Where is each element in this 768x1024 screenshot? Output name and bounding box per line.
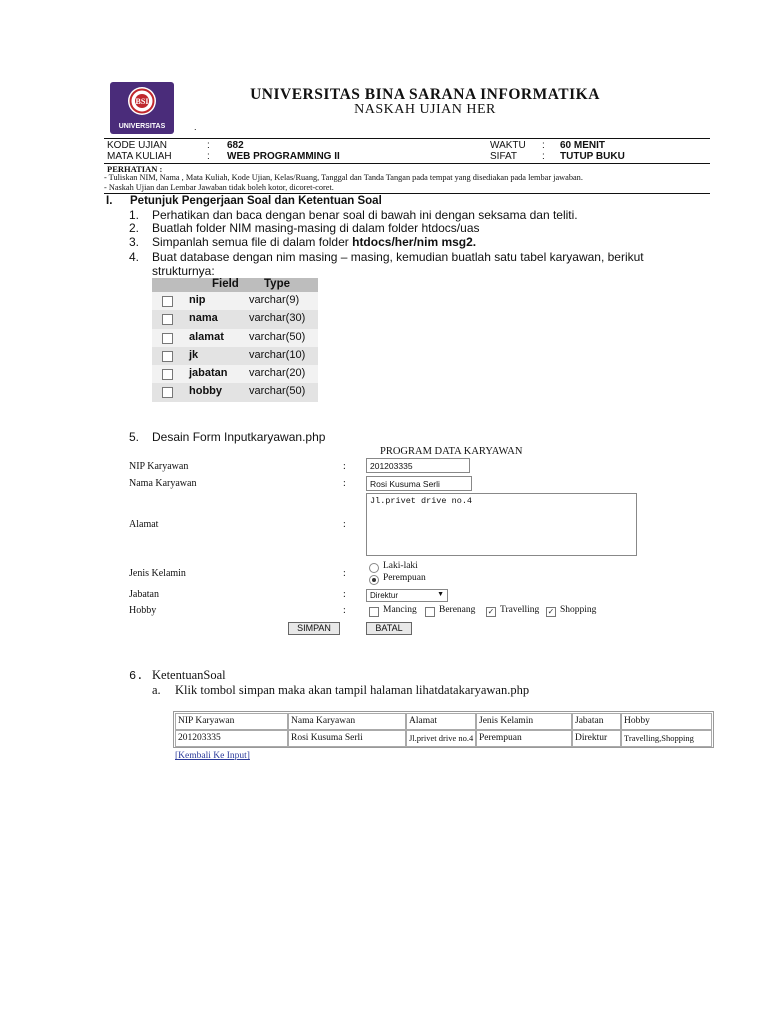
divider-bottom	[104, 193, 710, 194]
result-cell-hobby: Travelling,Shopping	[621, 730, 712, 747]
notes-title: PERHATIAN :	[107, 164, 163, 174]
row-checkbox[interactable]	[162, 296, 173, 307]
exam-title: NASKAH UJIAN HER	[354, 102, 496, 117]
db-table-header	[152, 278, 318, 292]
waktu-label: WAKTU	[490, 140, 526, 151]
result-header-alamat: Alamat	[406, 713, 476, 730]
item-6-text: KetentuanSoal	[152, 668, 226, 682]
db-field: nama	[189, 312, 218, 325]
checkbox-berenang[interactable]	[425, 607, 435, 617]
db-field: jabatan	[189, 367, 228, 380]
instruction-2-num: 2.	[129, 221, 140, 235]
kode-ujian-value: 682	[227, 140, 244, 151]
result-table	[173, 711, 714, 748]
kode-ujian-label: KODE UJIAN	[107, 140, 168, 151]
section-number: I.	[106, 195, 113, 207]
db-header-field: Field	[212, 278, 239, 290]
alamat-label: Alamat	[129, 519, 159, 530]
db-type: varchar(10)	[249, 348, 306, 361]
db-field: alamat	[189, 330, 224, 343]
checkbox-shopping-label: Shopping	[560, 605, 597, 615]
simpan-button[interactable]: SIMPAN	[288, 622, 340, 635]
notes-line-2: - Naskah Ujian dan Lembar Jawaban tidak boleh kotor, dicoret-coret.	[104, 183, 334, 192]
radio-perempuan[interactable]	[369, 575, 379, 585]
mata-kuliah-label: MATA KULIAH	[107, 151, 172, 162]
sifat-label: SIFAT	[490, 151, 518, 162]
row-checkbox[interactable]	[162, 387, 173, 398]
radio-laki-laki[interactable]	[369, 563, 379, 573]
sifat-value: TUTUP BUKU	[560, 151, 625, 162]
university-logo	[110, 82, 174, 134]
db-header-type: Type	[264, 278, 290, 290]
svg-text:UNIVERSITAS: UNIVERSITAS	[118, 123, 166, 130]
hobby-label: Hobby	[129, 605, 157, 616]
checkbox-shopping[interactable]: ✓	[547, 607, 555, 616]
item-5-num: 5.	[129, 430, 140, 444]
back-to-input-link[interactable]: [Kembali Ke Input]	[175, 751, 250, 761]
nip-input[interactable]: 201203335	[366, 458, 470, 473]
db-row	[152, 292, 318, 310]
db-type: varchar(30)	[249, 312, 306, 325]
db-field: nip	[189, 294, 206, 306]
db-type: varchar(9)	[249, 294, 300, 306]
result-cell-nama: Rosi Kusuma Serli	[288, 730, 406, 747]
sifat-colon: :	[542, 151, 545, 162]
jk-label: Jenis Kelamin	[129, 568, 186, 579]
jabatan-select-value: Direktur	[370, 591, 399, 600]
jabatan-select[interactable]	[366, 589, 448, 602]
jabatan-colon: :	[343, 589, 346, 600]
instruction-3-plain: Simpanlah semua file di dalam folder	[152, 235, 353, 249]
item-6a-num: a.	[152, 683, 161, 697]
checkbox-mancing-label: Mancing	[383, 605, 417, 615]
db-type: varchar(50)	[249, 330, 306, 343]
notes-line-1: - Tuliskan NIM, Nama , Mata Kuliah, Kode Ujian, Kelas/Ruang, Tanggal dan Tanda Tangan pada tempat yang disediakan pada lembar jawaban.	[104, 173, 583, 182]
result-cell-nip: 201203335	[175, 730, 288, 747]
waktu-colon: :	[542, 140, 545, 151]
logo-emblem-icon	[110, 82, 174, 134]
instruction-1-text: Perhatikan dan baca dengan benar soal di bawah ini dengan seksama dan teliti.	[152, 208, 578, 222]
result-header-jk: Jenis Kelamin	[476, 713, 572, 730]
result-cell-jk: Perempuan	[476, 730, 572, 747]
kode-colon: :	[207, 140, 210, 151]
alamat-textarea[interactable]: Jl.privet drive no.4	[366, 493, 637, 556]
instruction-3-bold: htdocs/her/nim msg2.	[352, 235, 477, 249]
row-checkbox[interactable]	[162, 369, 173, 380]
checkbox-mancing[interactable]	[369, 607, 379, 617]
result-header-nip: NIP Karyawan	[175, 713, 288, 730]
row-checkbox[interactable]	[162, 351, 173, 362]
waktu-value: 60 MENIT	[560, 140, 606, 151]
item-6a-text: Klik tombol simpan maka akan tampil halaman lihatdatakaryawan.php	[175, 683, 530, 697]
result-header-hobby: Hobby	[621, 713, 712, 730]
checkbox-travelling-label: Travelling	[500, 605, 540, 615]
radio-perempuan-label: Perempuan	[383, 573, 426, 583]
divider-top	[104, 138, 710, 139]
nama-colon: :	[343, 478, 346, 489]
checkbox-travelling[interactable]: ✓	[487, 607, 495, 616]
db-row	[152, 347, 318, 365]
db-row	[152, 329, 318, 347]
svg-text:BSI: BSI	[135, 97, 149, 106]
result-cell-alamat: Jl.privet drive no.4	[406, 730, 476, 747]
instruction-4-num: 4.	[129, 250, 140, 264]
db-type: varchar(50)	[249, 385, 306, 398]
hobby-colon: :	[343, 605, 346, 616]
mata-kuliah-value: WEB PROGRAMMING II	[227, 151, 340, 162]
result-header-nama: Nama Karyawan	[288, 713, 406, 730]
instruction-4-text-cont: strukturnya:	[152, 264, 215, 278]
db-row	[152, 383, 318, 401]
nip-colon: :	[343, 461, 346, 472]
batal-button[interactable]: BATAL	[366, 622, 412, 635]
checkbox-berenang-label: Berenang	[439, 605, 476, 615]
db-row	[152, 365, 318, 383]
nip-label: NIP Karyawan	[129, 461, 189, 472]
item-6-num: 6.	[129, 669, 144, 683]
item-5-text: Desain Form Inputkaryawan.php	[152, 430, 326, 444]
alamat-colon: :	[343, 519, 346, 530]
jk-colon: :	[343, 568, 346, 579]
divider-mid	[104, 163, 710, 164]
row-checkbox[interactable]	[162, 314, 173, 325]
section-title: Petunjuk Pengerjaan Soal dan Ketentuan Soal	[130, 195, 382, 207]
db-row	[152, 310, 318, 328]
instruction-2-text: Buatlah folder NIM masing-masing di dalam folder htdocs/uas	[152, 221, 480, 235]
instruction-1-num: 1.	[129, 208, 140, 222]
form-title: PROGRAM DATA KARYAWAN	[380, 446, 523, 457]
matkul-colon: :	[207, 151, 210, 162]
instruction-4-text: Buat database dengan nim masing – masing, kemudian buatlah satu tabel karyawan, berikut	[152, 250, 644, 264]
row-checkbox[interactable]	[162, 333, 173, 344]
db-field: hobby	[189, 385, 222, 398]
db-type: varchar(20)	[249, 367, 306, 380]
instruction-3-text	[152, 235, 476, 249]
nama-input[interactable]: Rosi Kusuma Serli	[366, 476, 472, 491]
db-field: jk	[189, 348, 199, 361]
header-dot: .	[194, 122, 197, 132]
university-name: UNIVERSITAS BINA SARANA INFORMATIKA	[250, 86, 600, 103]
instruction-3-num: 3.	[129, 235, 140, 249]
jabatan-label: Jabatan	[129, 589, 159, 600]
nama-label: Nama Karyawan	[129, 478, 197, 489]
result-header-jabatan: Jabatan	[572, 713, 621, 730]
result-cell-jabatan: Direktur	[572, 730, 621, 747]
chevron-down-icon: ▼	[437, 591, 444, 598]
db-structure-table	[152, 278, 318, 402]
radio-laki-laki-label: Laki-laki	[383, 561, 418, 571]
